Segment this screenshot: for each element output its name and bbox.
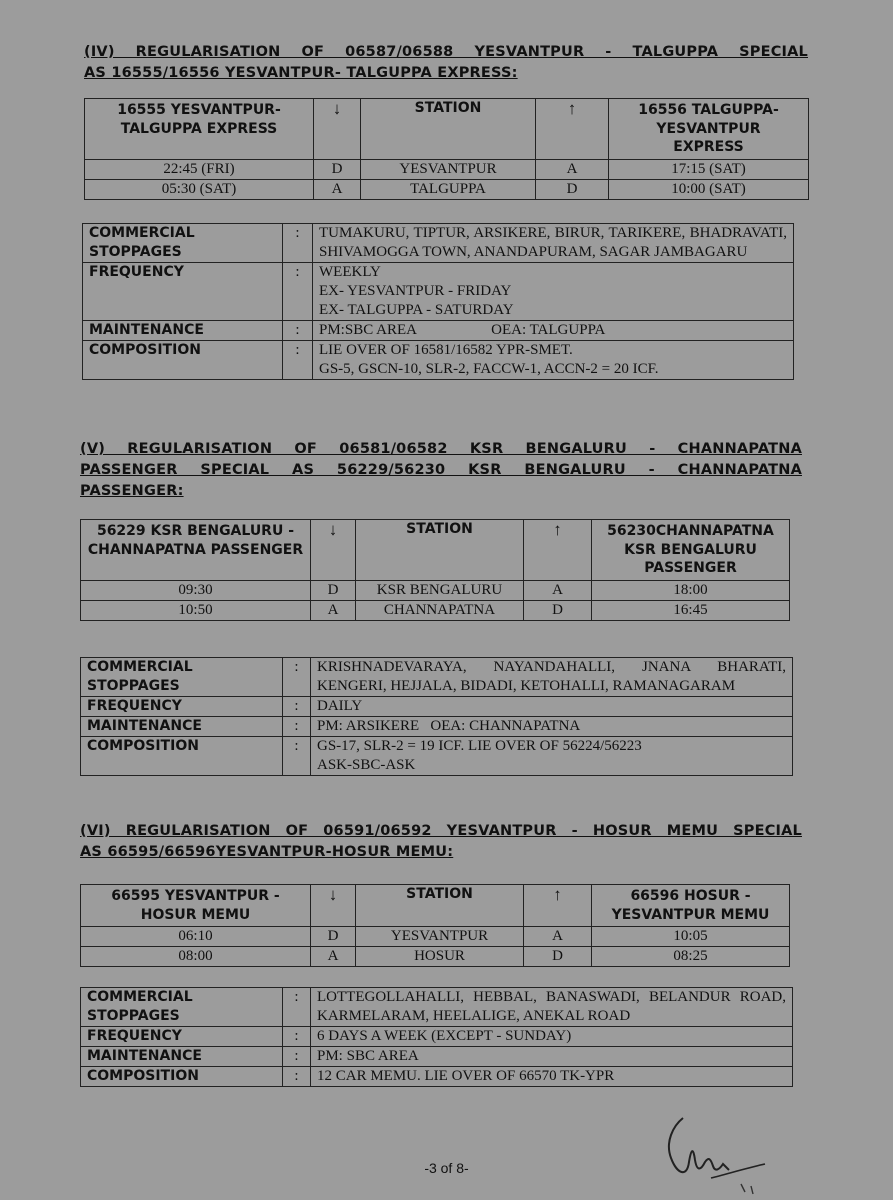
colon: : — [283, 736, 311, 775]
details-table — [80, 987, 793, 1087]
down-train-header: 66595 YESVANTPUR - HOSUR MEMU — [81, 885, 311, 927]
up-train-header: 66596 HOSUR - YESVANTPUR MEMU — [592, 885, 790, 927]
timetable-header-row — [81, 520, 790, 581]
detail-row-frequency — [81, 696, 793, 716]
station-cell: YESVANTPUR — [361, 159, 536, 179]
detail-label: COMMERCIAL STOPPAGES — [81, 988, 283, 1027]
station-header: STATION — [361, 99, 536, 160]
detail-value: GS-17, SLR-2 = 19 ICF. LIE OVER OF 56224/56223 ASK-SBC-ASK — [311, 736, 793, 775]
detail-value: PM:SBC AREA OEA: TALGUPPA — [313, 320, 794, 340]
code-cell: A — [311, 947, 356, 967]
table-row — [85, 179, 809, 199]
section-heading — [80, 821, 802, 863]
detail-label: COMPOSITION — [81, 1067, 283, 1087]
detail-label: FREQUENCY — [81, 1027, 283, 1047]
table-row — [81, 947, 790, 967]
down-arrow-icon: ↓ — [314, 99, 361, 160]
detail-value: WEEKLY EX- YESVANTPUR - FRIDAY EX- TALGUPPA - SATURDAY — [313, 262, 794, 320]
heading-line-2: PASSENGER SPECIAL AS 56229/56230 KSR BENGALURU - CHANNAPATNA — [80, 462, 802, 478]
colon: : — [283, 1027, 311, 1047]
detail-value: LIE OVER OF 16581/16582 YPR-SMET. GS-5, GSCN-10, SLR-2, FACCW-1, ACCN-2 = 20 ICF. — [313, 340, 794, 379]
up-arrow-icon: ↑ — [536, 99, 609, 160]
detail-label: COMPOSITION — [83, 340, 283, 379]
detail-value: PM: ARSIKERE OEA: CHANNAPATNA — [311, 716, 793, 736]
detail-row-composition — [81, 736, 793, 775]
detail-row-composition — [81, 1067, 793, 1087]
section-heading — [80, 439, 802, 502]
detail-row-composition — [83, 340, 794, 379]
detail-value: 12 CAR MEMU. LIE OVER OF 66570 TK-YPR — [311, 1067, 793, 1087]
details-table — [80, 657, 793, 776]
detail-label: FREQUENCY — [81, 696, 283, 716]
table-row — [81, 927, 790, 947]
arrival-time: 16:45 — [592, 600, 790, 620]
arrival-time: 08:25 — [592, 947, 790, 967]
detail-value: LOTTEGOLLAHALLI, HEBBAL, BANASWADI, BELANDUR ROAD, KARMELARAM, HEELALIGE, ANEKAL ROAD — [311, 988, 793, 1027]
page-number: -3 of 8- — [424, 1160, 469, 1176]
departure-time: 10:50 — [81, 600, 311, 620]
colon: : — [283, 340, 313, 379]
departure-time: 06:10 — [81, 927, 311, 947]
station-cell: CHANNAPATNA — [356, 600, 524, 620]
colon: : — [283, 1047, 311, 1067]
arrival-time: 10:00 (SAT) — [609, 179, 809, 199]
colon: : — [283, 988, 311, 1027]
detail-row-maintenance — [81, 1047, 793, 1067]
station-header: STATION — [356, 885, 524, 927]
detail-row-maintenance — [81, 716, 793, 736]
detail-row-stoppages — [81, 988, 793, 1027]
code-cell: D — [311, 927, 356, 947]
signature-icon — [655, 1112, 775, 1197]
heading-line-2: AS 66595/66596YESVANTPUR-HOSUR MEMU: — [80, 844, 454, 860]
timetable-header-row — [81, 885, 790, 927]
code-cell: D — [524, 947, 592, 967]
code-cell: A — [524, 580, 592, 600]
table-row — [81, 600, 790, 620]
detail-label: COMMERCIAL STOPPAGES — [83, 223, 283, 262]
timetable — [84, 98, 809, 200]
section-iv — [84, 42, 808, 380]
detail-value: KRISHNADEVARAYA, NAYANDAHALLI, JNANA BHARATI, KENGERI, HEJJALA, BIDADI, KETOHALLI, RAMANAGARAM — [311, 657, 793, 696]
up-arrow-icon: ↑ — [524, 520, 592, 581]
station-cell: YESVANTPUR — [356, 927, 524, 947]
heading-line-1: (IV) REGULARISATION OF 06587/06588 YESVANTPUR - TALGUPPA SPECIAL — [84, 44, 808, 60]
code-cell: A — [536, 159, 609, 179]
section-vi — [80, 821, 802, 1087]
station-header: STATION — [356, 520, 524, 581]
detail-value: DAILY — [311, 696, 793, 716]
heading-line-3: PASSENGER: — [80, 483, 184, 499]
down-train-header: 16555 YESVANTPUR-TALGUPPA EXPRESS — [85, 99, 314, 160]
detail-label: FREQUENCY — [83, 262, 283, 320]
details-table — [82, 223, 794, 380]
detail-row-maintenance — [83, 320, 794, 340]
station-cell: KSR BENGALURU — [356, 580, 524, 600]
detail-row-stoppages — [83, 223, 794, 262]
code-cell: D — [311, 580, 356, 600]
code-cell: D — [524, 600, 592, 620]
code-cell: A — [311, 600, 356, 620]
detail-value: 6 DAYS A WEEK (EXCEPT - SUNDAY) — [311, 1027, 793, 1047]
detail-label: MAINTENANCE — [81, 716, 283, 736]
timetable — [80, 519, 790, 621]
colon: : — [283, 320, 313, 340]
colon: : — [283, 696, 311, 716]
detail-value: PM: SBC AREA — [311, 1047, 793, 1067]
code-cell: D — [314, 159, 361, 179]
departure-time: 22:45 (FRI) — [85, 159, 314, 179]
table-row — [81, 580, 790, 600]
section-heading — [84, 42, 808, 84]
arrival-time: 10:05 — [592, 927, 790, 947]
up-train-header: 16556 TALGUPPA-YESVANTPUR EXPRESS — [609, 99, 809, 160]
colon: : — [283, 262, 313, 320]
heading-line-2: AS 16555/16556 YESVANTPUR- TALGUPPA EXPRESS: — [84, 65, 518, 81]
up-arrow-icon: ↑ — [524, 885, 592, 927]
timetable — [80, 884, 790, 967]
up-train-header: 56230CHANNAPATNA KSR BENGALURU PASSENGER — [592, 520, 790, 581]
detail-label: COMMERCIAL STOPPAGES — [81, 657, 283, 696]
down-arrow-icon: ↓ — [311, 885, 356, 927]
down-train-header: 56229 KSR BENGALURU - CHANNAPATNA PASSENGER — [81, 520, 311, 581]
colon: : — [283, 657, 311, 696]
code-cell: A — [314, 179, 361, 199]
detail-row-stoppages — [81, 657, 793, 696]
station-cell: HOSUR — [356, 947, 524, 967]
departure-time: 08:00 — [81, 947, 311, 967]
arrival-time: 17:15 (SAT) — [609, 159, 809, 179]
detail-label: MAINTENANCE — [81, 1047, 283, 1067]
down-arrow-icon: ↓ — [311, 520, 356, 581]
timetable-header-row — [85, 99, 809, 160]
detail-label: MAINTENANCE — [83, 320, 283, 340]
code-cell: D — [536, 179, 609, 199]
colon: : — [283, 716, 311, 736]
detail-value: TUMAKURU, TIPTUR, ARSIKERE, BIRUR, TARIKERE, BHADRAVATI, SHIVAMOGGA TOWN, ANANDAPURAM, SAGAR JAMBAGARU — [313, 223, 794, 262]
detail-row-frequency — [81, 1027, 793, 1047]
colon: : — [283, 223, 313, 262]
code-cell: A — [524, 927, 592, 947]
detail-label: COMPOSITION — [81, 736, 283, 775]
table-row — [85, 159, 809, 179]
heading-line-1: (VI) REGULARISATION OF 06591/06592 YESVANTPUR - HOSUR MEMU SPECIAL — [80, 823, 802, 839]
departure-time: 09:30 — [81, 580, 311, 600]
colon: : — [283, 1067, 311, 1087]
departure-time: 05:30 (SAT) — [85, 179, 314, 199]
arrival-time: 18:00 — [592, 580, 790, 600]
section-v — [80, 439, 802, 776]
heading-line-1: (V) REGULARISATION OF 06581/06582 KSR BENGALURU - CHANNAPATNA — [80, 441, 802, 457]
detail-row-frequency — [83, 262, 794, 320]
station-cell: TALGUPPA — [361, 179, 536, 199]
